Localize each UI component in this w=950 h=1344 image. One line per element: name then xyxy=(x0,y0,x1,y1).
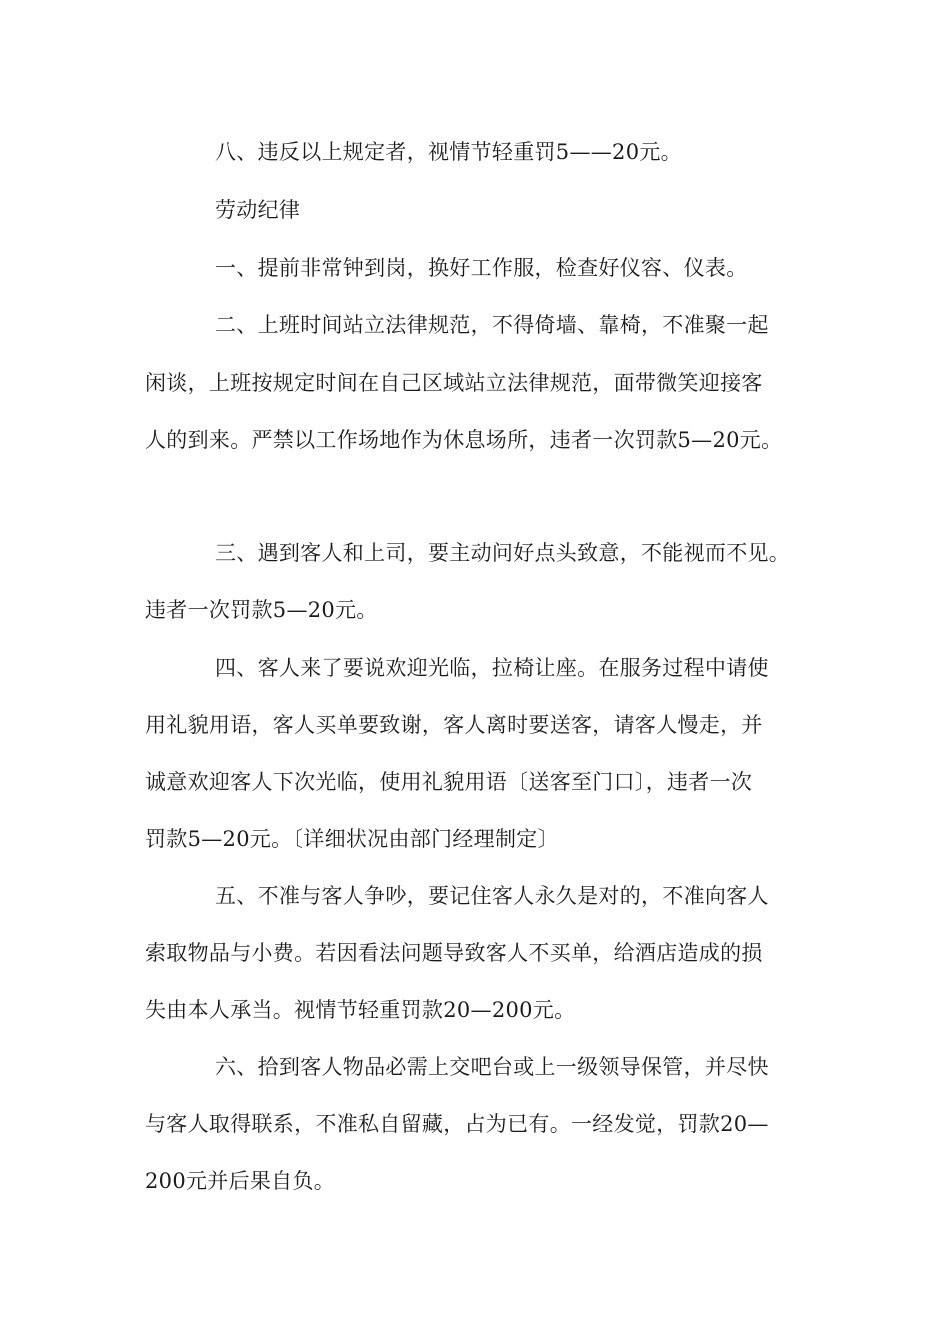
section-heading: 劳动纪律 xyxy=(215,198,301,222)
paragraph-8: 八、违反以上规定者，视情节轻重罚5——20元。 xyxy=(215,140,682,164)
paragraph-3-line-1: 三、遇到客人和上司，要主动问好点头致意，不能视而不见。 xyxy=(215,541,791,565)
paragraph-4-line-4: 罚款5—20元。〔详细状况由部门经理制定〕 xyxy=(145,827,559,851)
paragraph-5-line-3: 失由本人承当。视情节轻重罚款20—200元。 xyxy=(145,998,576,1022)
paragraph-6-line-3: 200元并后果自负。 xyxy=(145,1169,336,1193)
paragraph-2-line-1: 二、上班时间站立法律规范，不得倚墙、靠椅，不准聚一起 xyxy=(215,313,769,337)
paragraph-1: 一、提前非常钟到岗，换好工作服，检查好仪容、仪表。 xyxy=(215,256,748,280)
paragraph-5-line-2: 索取物品与小费。若因看法问题导致客人不买单，给酒店造成的损 xyxy=(145,941,763,965)
paragraph-6-line-2: 与客人取得联系，不准私自留藏，占为已有。一经发觉，罚款20— xyxy=(145,1112,769,1136)
paragraph-4-line-1: 四、客人来了要说欢迎光临，拉椅让座。在服务过程中请使 xyxy=(215,656,769,680)
paragraph-3-line-2: 违者一次罚款5—20元。 xyxy=(145,598,378,622)
paragraph-4-line-2: 用礼貌用语，客人买单要致谢，客人离时要送客，请客人慢走，并 xyxy=(145,713,763,737)
paragraph-6-line-1: 六、拾到客人物品必需上交吧台或上一级领导保管，并尽快 xyxy=(215,1055,769,1079)
paragraph-2-line-2: 闲谈，上班按规定时间在自己区域站立法律规范，面带微笑迎接客 xyxy=(145,371,763,395)
paragraph-4-line-3: 诚意欢迎客人下次光临，使用礼貌用语〔送客至门口〕，违者一次 xyxy=(145,770,753,794)
paragraph-5-line-1: 五、不准与客人争吵，要记住客人永久是对的，不准向客人 xyxy=(215,884,769,908)
paragraph-2-line-3: 人的到来。严禁以工作场地作为休息场所，违者一次罚款5—20元。 xyxy=(145,428,783,452)
